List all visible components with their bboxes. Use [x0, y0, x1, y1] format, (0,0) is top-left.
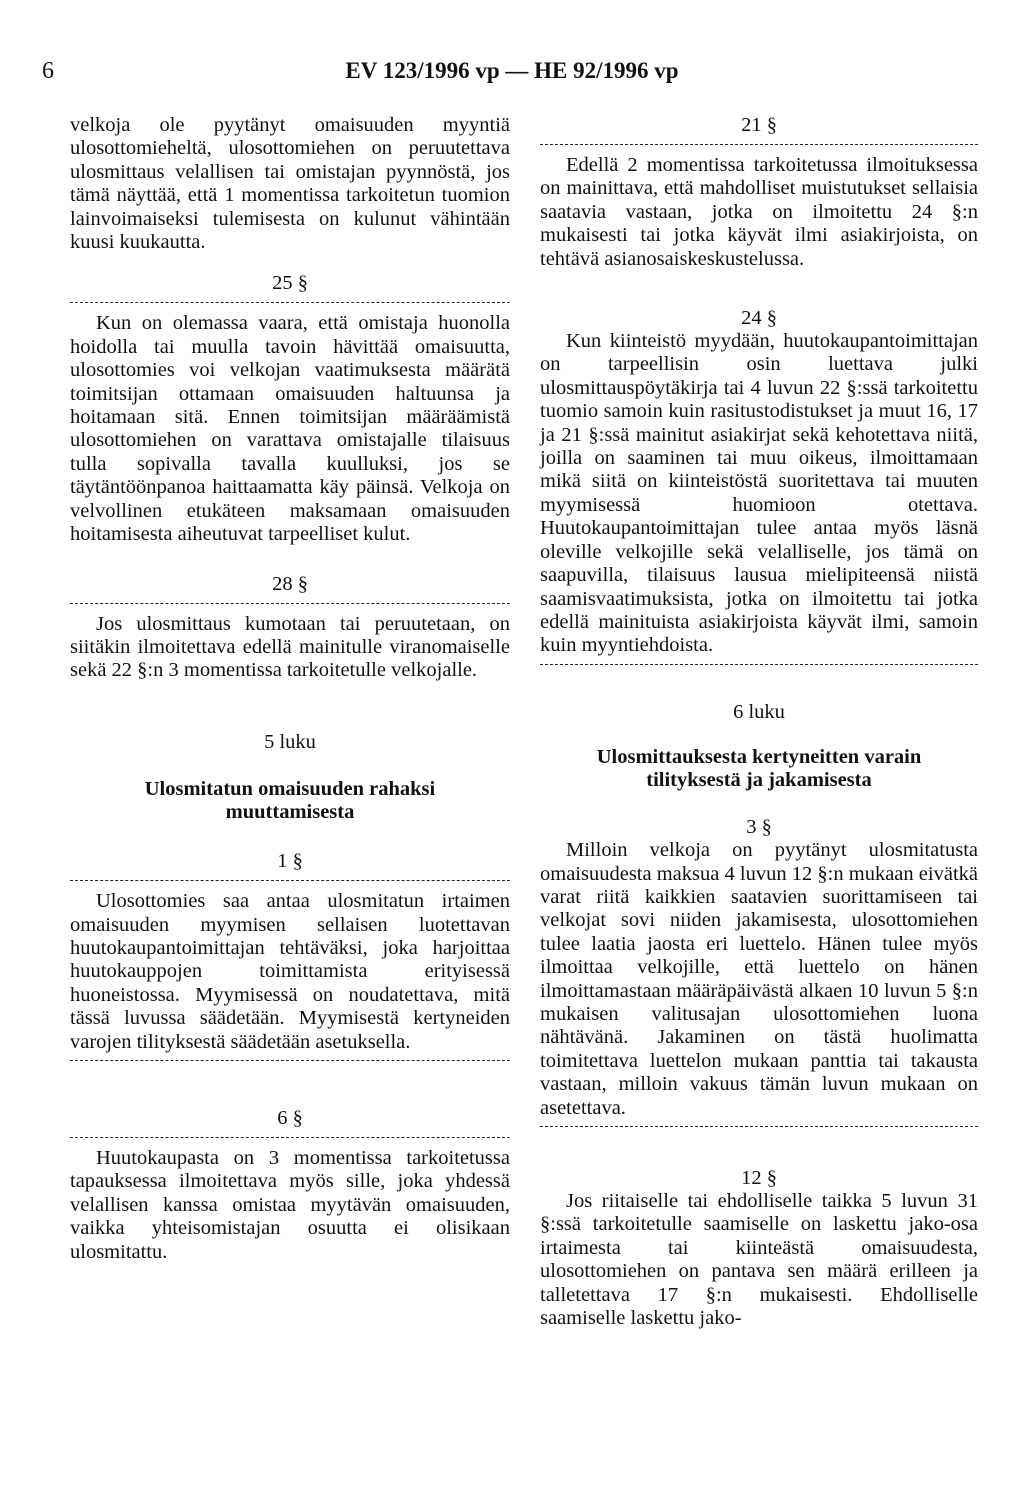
- omission-divider: [70, 302, 510, 303]
- section-21-heading: 21 §: [741, 114, 777, 136]
- section-28-text: Jos ulosmittaus kumotaan tai peruutetaan, on siitäkin ilmoitettava edellä mainitulle viranomaiselle sekä 22 §:n 3 momentissa tarkoitetulle velkojalle.: [70, 612, 510, 682]
- omission-divider: [540, 144, 978, 145]
- section-3-heading: 3 §: [746, 816, 772, 839]
- section-25-text: Kun on olemassa vaara, että omistaja huonolla hoidolla tai muulla tavoin hävittää omaisuutta, ulosottomies voi velkojan vaatimuksesta määrätä toimitsijan ottamaan omaisuuden haltuunsa ja hoitamaan sitä. Ennen toimitsijan määräämistä ulosottomiehen on varattava omistajalle tilaisuus tulla sopivalla tavalla kuulluksi, jos se täytäntöönpanoa haittaamatta käy päinsä. Velkoja on velvollinen etukäteen maksamaan omaisuuden hoitamisesta aiheutuvat tarpeelliset kulut.: [70, 312, 510, 546]
- page-number: 6: [42, 58, 54, 84]
- section-1-text: Ulosottomies saa antaa ulosmitatun irtaimen omaisuuden myymisen sellaisen luotettavan huutokaupantoimittajan tehtäväksi, joka harjoittaa huutokauppojen toimittamista erityisessä huoneistossa. Myymisessä on noudatettava, mitä tässä luvussa säädetään. Myymisestä kertyneiden varojen tilityksestä säädetään asetuksella.: [70, 890, 510, 1053]
- omission-divider: [70, 880, 510, 881]
- chapter-5-title: Ulosmitatun omaisuuden rahaksi muuttamisesta: [144, 778, 436, 824]
- section-25-heading: 25 §: [272, 272, 308, 295]
- section-21-text: Edellä 2 momentissa tarkoitetussa ilmoituksessa on mainittava, että mahdolliset muistutukset sellaisia saatavia vastaan, jotka on ilmoitettu 24 §:n mukaisesti tai jotka käyvät ilmi asiakirjoista, on tehtävä asianosaiskeskustelussa.: [540, 154, 978, 270]
- section-24-heading: 24 §: [741, 307, 777, 330]
- chapter-6-title: Ulosmittauksesta kertyneitten varain tilityksestä ja jakamisesta: [596, 746, 922, 792]
- section-12-text: Jos riitaiselle tai ehdolliselle taikka 5 luvun 31 §:ssä tarkoitetulle saamiselle on laskettu jako-osa irtaimesta tai kiinteästä omaisuudesta, ulosottomiehen on pantava sen määrä erilleen ja talletettava 17 §:n mukaisesti. Ehdolliselle saamiselle laskettu jako-: [540, 1190, 978, 1330]
- running-header: EV 123/1996 vp — HE 92/1996 vp: [345, 58, 679, 83]
- omission-divider: [70, 603, 510, 604]
- continued-paragraph: velkoja ole pyytänyt omaisuuden myyntiä ulosottomieheltä, ulosottomiehen on peruutettava ulosmittaus velallisen tai omistajan pyynnöstä, jos tämä näyttää, että 1 momentissa tarkoitetun tuomion lainvoimaiseksi tulemisesta on kulunut vähintään kuusi kuukautta.: [70, 114, 510, 254]
- section-28-heading: 28 §: [272, 572, 308, 595]
- omission-divider: [70, 1137, 510, 1138]
- section-24-text: Kun kiinteistö myydään, huutokaupantoimittajan on tarpeellisin osin luettava julki ulosmittauspöytäkirja tai 4 luvun 22 §:ssä tarkoitettu tuomio samoin kuin rasitustodistukset ja muut 16, 17 ja 21 §:ssä mainitut asiakirjat sekä kehotettava niitä, joilla on saaminen tai muu oikeus, ilmoittamaan mikä siitä on kiinteistöstä suoritettava tai muuten myymisessä huomioon otettava. Huutokaupantoimittajan tulee antaa myös läsnä oleville velkojille sekä velalliselle, jos tämä on saapuvilla, tilaisuus lausua mielipiteensä niistä saamisvaatimuksista, jotka on ilmoitettu tai jotka edellä mainituista asiakirjoista käyvät ilmi, samoin kuin myyntiehdoista.: [540, 330, 978, 657]
- section-3-text: Milloin velkoja on pyytänyt ulosmitatusta omaisuudesta maksua 4 luvun 12 §:n mukaan eivätkä varat riitä kaikkien saatavien suorittamiseen tai velkojat sovi niiden jakamisesta, ulosottomiehen tulee laatia jaosta eri luettelo. Hänen tulee myös ilmoittaa velkojille, että luettelo on hänen ilmoittamastaan määräpäivästä alkaen 10 luvun 5 §:n mukaisen valitusajan ulosottomiehen luona nähtävänä. Jakaminen on tästä huolimatta toimitettava luettelon mukaan panttia tai takausta vastaan, milloin vakuus tämän luvun mukaan on asetettava.: [540, 839, 978, 1119]
- section-12-heading: 12 §: [741, 1167, 777, 1189]
- section-6-text: Huutokaupasta on 3 momentissa tarkoitetussa tapauksessa ilmoitettava myös sille, joka yhdessä velallisen kanssa omistaa myytävän omaisuuden, vaikka yhteisomistajan osuutta ei olisikaan ulosmitattu.: [70, 1146, 510, 1263]
- section-1-heading: 1 §: [277, 850, 303, 873]
- chapter-5-label: 5 luku: [264, 730, 316, 753]
- chapter-6-label: 6 luku: [733, 700, 785, 723]
- right-column: [540, 114, 978, 1330]
- left-column: [70, 114, 510, 1264]
- section-6-heading: 6 §: [277, 1106, 303, 1129]
